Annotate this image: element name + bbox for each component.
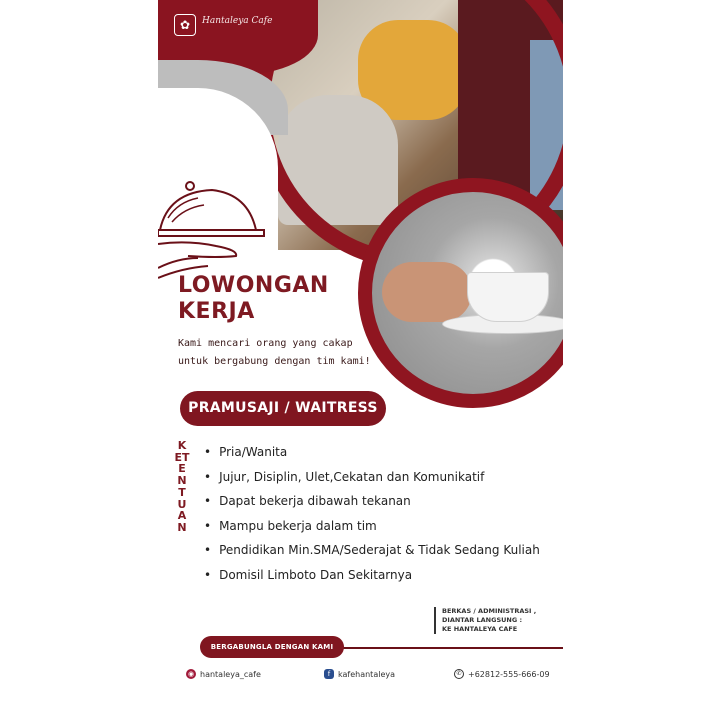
instagram-icon: ◉ (187, 670, 195, 678)
tagline-line-1: Kami mencari orang yang cakap (178, 338, 353, 349)
photo-cup (467, 272, 549, 322)
requirements-list (204, 440, 540, 587)
photo-hand (382, 262, 472, 322)
facebook-contact (324, 669, 395, 679)
job-poster (158, 0, 563, 715)
note-line-1: BERKAS / ADMINISTRASI , (442, 607, 537, 615)
instagram-contact (186, 669, 261, 679)
tagline-line-2: untuk bergabung dengan tim kami! (178, 356, 371, 367)
page-title (178, 273, 329, 325)
whatsapp-number: +62812-555-666-09 (468, 669, 550, 679)
headline-line-2: KERJA (178, 299, 255, 324)
list-item: • Jujur, Disiplin, Ulet,Cekatan dan Komunikatif (204, 465, 540, 490)
list-item: • Domisil Limboto Dan Sekitarnya (204, 563, 540, 588)
facebook-handle: kafehantaleya (338, 669, 395, 679)
requirements-label: KETENTUAN (174, 439, 190, 534)
instagram-handle: hantaleya_cafe (200, 669, 261, 679)
note-line-3: KE HANTALEYA CAFE (442, 625, 518, 633)
submission-note (434, 607, 557, 634)
note-line-2: DIANTAR LANGSUNG : (442, 616, 523, 624)
join-us-banner: BERGABUNGLA DENGAN KAMI (200, 636, 344, 658)
list-item: • Mampu bekerja dalam tim (204, 514, 540, 539)
leaf-logo-icon: ✿ (174, 14, 196, 36)
position-badge: PRAMUSAJI / WAITRESS (180, 391, 386, 426)
brand-name: Hantaleya Cafe (202, 16, 273, 26)
headline-line-1: LOWONGAN (178, 273, 329, 298)
tagline (178, 335, 378, 371)
facebook-icon: f (324, 669, 334, 679)
whatsapp-icon: ✆ (454, 669, 464, 679)
list-item: • Pendidikan Min.SMA/Sederajat & Tidak Sedang Kuliah (204, 538, 540, 563)
whatsapp-contact (454, 669, 550, 679)
list-item: • Dapat bekerja dibawah tekanan (204, 489, 540, 514)
cloche-icon (158, 178, 268, 288)
list-item: • Pria/Wanita (204, 440, 540, 465)
